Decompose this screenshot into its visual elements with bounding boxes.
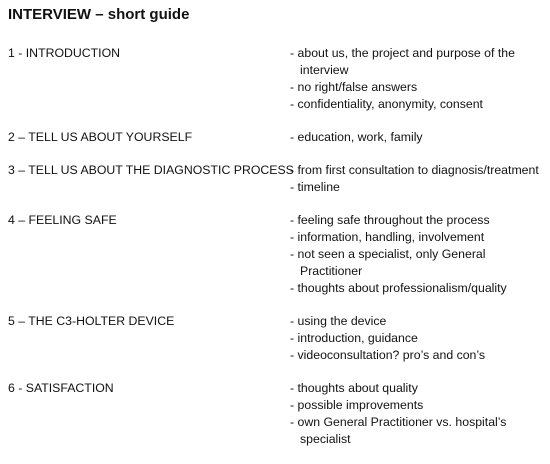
bullet-list <box>290 212 544 297</box>
bullet-item: - thoughts about professionalism/quality <box>290 281 507 295</box>
section-heading: 3 – TELL US ABOUT THE DIAGNOSTIC PROCESS <box>8 163 294 177</box>
bullet-list <box>290 380 544 448</box>
section-tell-us-about-yourself <box>8 129 544 146</box>
section-diagnostic-process <box>8 162 544 196</box>
bullet-item: - introduction, guidance <box>290 331 418 345</box>
bullet-item: - using the device <box>290 314 387 328</box>
bullet-item: - from first consultation to diagnosis/treatment <box>290 163 539 177</box>
bullet-item: - own General Practitioner vs. hospital’s specialist <box>290 415 507 446</box>
bullet-item: - about us, the project and purpose of the interview <box>290 46 515 77</box>
bullet-item: - timeline <box>290 180 340 194</box>
section-feeling-safe <box>8 212 544 297</box>
bullet-list <box>290 313 544 364</box>
bullet-list <box>290 45 544 113</box>
bullet-item: - confidentiality, anonymity, consent <box>290 97 483 111</box>
bullet-item: - videoconsultation? pro’s and con’s <box>290 348 486 362</box>
section-satisfaction <box>8 380 544 448</box>
bullet-item: - education, work, family <box>290 130 423 144</box>
bullet-item: - possible improvements <box>290 398 424 412</box>
section-heading: 5 – THE C3-HOLTER DEVICE <box>8 314 175 328</box>
bullet-item: - no right/false answers <box>290 80 418 94</box>
bullet-item: - thoughts about quality <box>290 381 418 395</box>
interview-guide-document <box>8 5 544 464</box>
section-heading: 6 - SATISFACTION <box>8 381 114 395</box>
bullet-item: - information, handling, involvement <box>290 230 485 244</box>
document-title: INTERVIEW – short guide <box>8 6 190 23</box>
section-c3-holter-device <box>8 313 544 364</box>
section-introduction <box>8 45 544 113</box>
bullet-list <box>290 129 544 146</box>
section-heading: 1 - INTRODUCTION <box>8 46 121 60</box>
bullet-list <box>290 162 544 196</box>
section-heading: 4 – FEELING SAFE <box>8 213 117 227</box>
bullet-item: - feeling safe throughout the process <box>290 213 490 227</box>
section-heading: 2 – TELL US ABOUT YOURSELF <box>8 130 193 144</box>
bullet-item: - not seen a specialist, only General Practitioner <box>290 247 486 278</box>
